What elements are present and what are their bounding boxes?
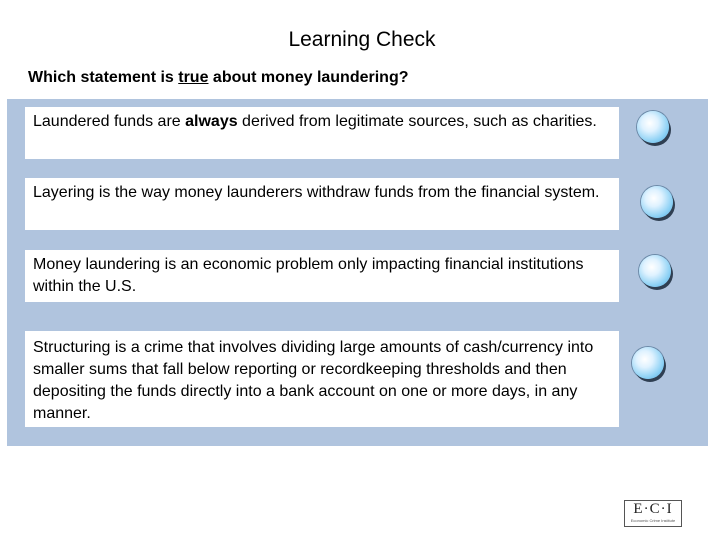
- option-1-text-bold: always: [185, 113, 238, 130]
- question-suffix: about money laundering?: [208, 69, 409, 86]
- option-3-radio-button[interactable]: [639, 255, 671, 287]
- option-4-radio-button[interactable]: [632, 347, 664, 379]
- question-text: [28, 69, 409, 87]
- logo-letters: E·C·I: [633, 501, 673, 517]
- option-1-radio-button[interactable]: [637, 111, 669, 143]
- option-1-text-post: derived from legitimate sources, such as charities.: [237, 113, 597, 130]
- logo-tagline: Economic Crime Institute: [630, 518, 676, 523]
- eci-logo: [624, 500, 682, 527]
- option-3-text: Money laundering is an economic problem only impacting financial institutions within the U.S.: [33, 256, 584, 295]
- option-4-text: Structuring is a crime that involves dividing large amounts of cash/currency into smaller sums that fall below reporting or recordkeeping thresholds and then depositing the funds directly into a bank account on one or more days, in any manner.: [33, 339, 594, 422]
- answer-option-4[interactable]: [25, 331, 619, 427]
- answer-option-1[interactable]: [25, 107, 619, 159]
- answer-option-2[interactable]: [25, 178, 619, 230]
- question-prefix: Which statement is: [28, 69, 179, 86]
- option-1-text-pre: Laundered funds are: [33, 113, 186, 130]
- option-2-radio-button[interactable]: [641, 186, 673, 218]
- page-title: Learning Check: [288, 28, 436, 51]
- option-2-text: Layering is the way money launderers withdraw funds from the financial system.: [33, 184, 600, 201]
- question-emphasis: true: [178, 69, 209, 86]
- answer-option-3[interactable]: [25, 250, 619, 302]
